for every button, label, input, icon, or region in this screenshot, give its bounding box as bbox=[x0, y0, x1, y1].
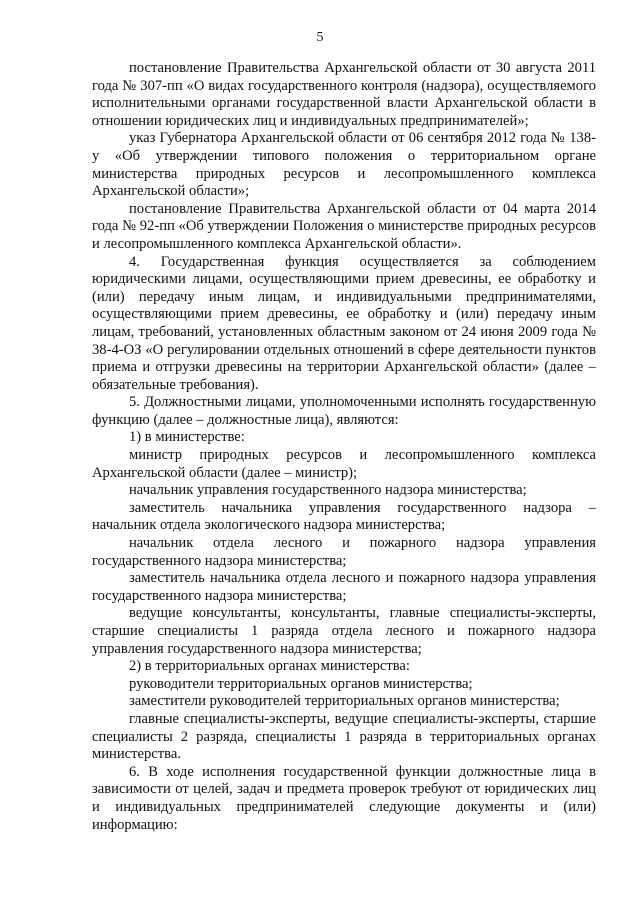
paragraph-subitem-2: 2) в территориальных органах министерства: bbox=[129, 658, 410, 675]
paragraph-minister: министр природных ресурсов и лесопромышленного комплекса Архангельской области (далее – министр); bbox=[92, 447, 596, 481]
paragraph-decree-138u: указ Губернатора Архангельской области от 06 сентября 2012 года № 138-у «Об утверждении типового положения о территориальном органе министерства природных ресурсов и лесопромышленного комплекса Архангельской области»; bbox=[92, 130, 596, 200]
paragraph-territorial-specialists: главные специалисты-эксперты, ведущие специалисты-эксперты, старшие специалисты 2 разряда, специалисты 1 разряда в территориальных органах министерства. bbox=[92, 710, 596, 763]
paragraph-resolution-307pp: постановление Правительства Архангельской области от 30 августа 2011 года № 307-пп «О видах государственного контроля (надзора), осуществляемого исполнительными органами государственной власти Архангельской области в отношении юридических лиц и индивидуальных предпринимателей»; bbox=[92, 60, 596, 129]
paragraph-territorial-heads: руководители территориальных органов министерства; bbox=[129, 675, 473, 692]
document-body bbox=[92, 60, 596, 834]
paragraph-item-6: 6. В ходе исполнения государственной функции должностные лица в зависимости от целей, задач и предмета проверок требуют от юридических лиц и индивидуальных предпринимателей следующие документы и (или) информацию: bbox=[92, 763, 596, 833]
paragraph-item-5: 5. Должностными лицами, уполномоченными исполнять государственную функцию (далее – должностные лица), являются: bbox=[92, 394, 596, 428]
paragraph-item-4: 4. Государственная функция осуществляется за соблюдением юридическими лицами, осуществляющими прием древесины, ее обработку и (или) передачу иным лицам, и индивидуальными предпринимателями, осуществляющими прием древесины, ее обработку и (или) передачу иным лицам, требований, установленных областным законом от 24 июня 2009 года № 38-4-ОЗ «О регулировании отдельных отношений в сфере деятельности пунктов приема и отгрузки древесины на территории Архангельской области» (далее – обязательные требования). bbox=[92, 253, 596, 393]
paragraph-head-of-supervision: начальник управления государственного надзора министерства; bbox=[129, 482, 527, 499]
paragraph-deputy-head-forest-fire-dept: заместитель начальника отдела лесного и пожарного надзора управления государственного надзора министерства; bbox=[92, 570, 596, 604]
paragraph-resolution-92pp: постановление Правительства Архангельской области от 04 марта 2014 года № 92-пп «Об утверждении Положения о министерстве природных ресурсов и лесопромышленного комплекса Архангельской области». bbox=[92, 200, 596, 252]
page-number: 5 bbox=[316, 30, 324, 45]
paragraph-territorial-deputies: заместители руководителей территориальных органов министерства; bbox=[129, 693, 560, 710]
paragraph-head-forest-fire-dept: начальник отдела лесного и пожарного надзора управления государственного надзора министерства; bbox=[92, 535, 596, 569]
paragraph-subitem-1: 1) в министерстве: bbox=[129, 429, 245, 446]
paragraph-deputy-head-supervision: заместитель начальника управления государственного надзора – начальник отдела экологического надзора министерства; bbox=[92, 499, 596, 534]
paragraph-consultants: ведущие консультанты, консультанты, главные специалисты-эксперты, старшие специалисты 1 разряда отдела лесного и пожарного надзора управления государственного надзора министерства; bbox=[92, 605, 596, 657]
